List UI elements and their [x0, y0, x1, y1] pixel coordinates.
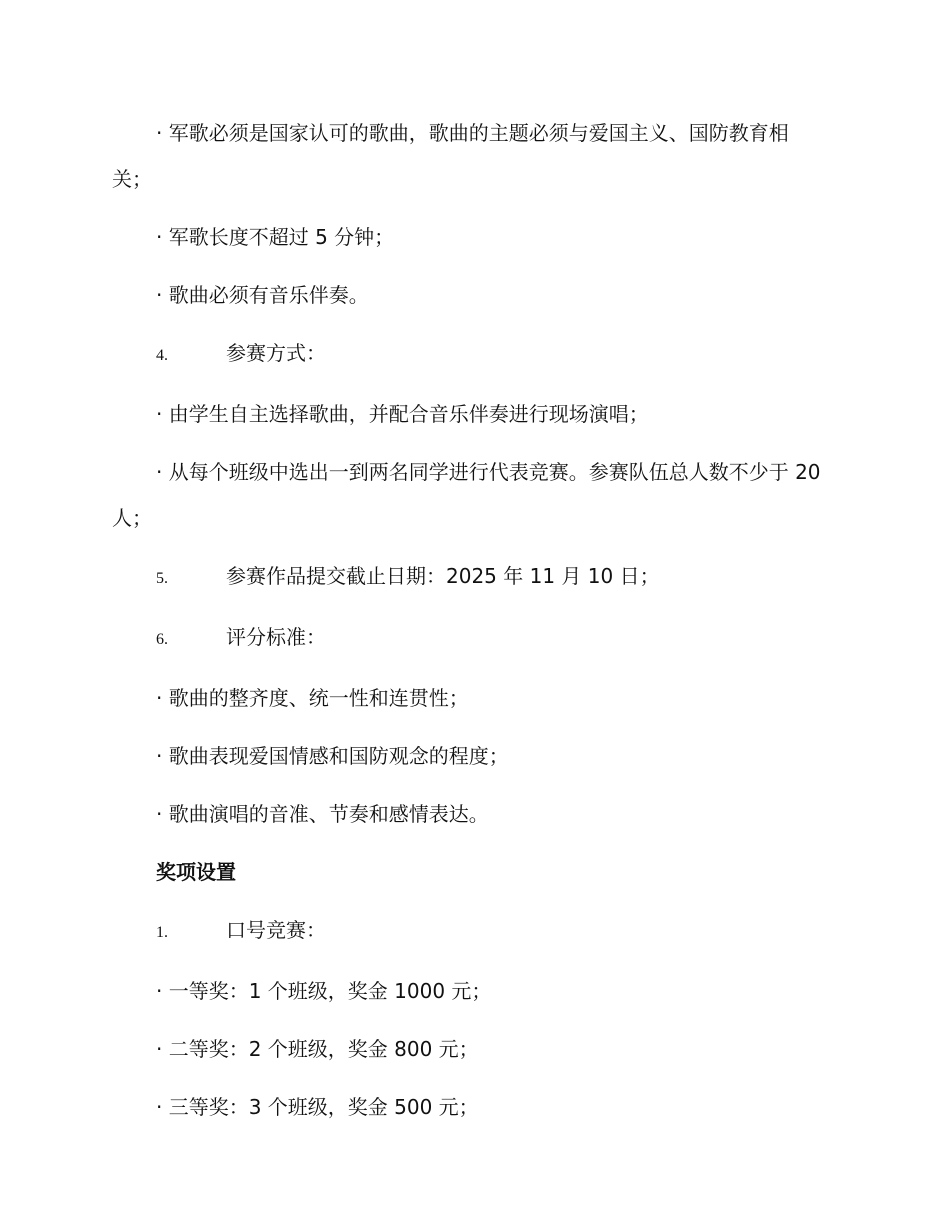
bullet-item: · 一等奖：1 个班级，奖金 1000 元； [156, 979, 492, 1003]
bullet-item: · 三等奖：3 个班级，奖金 500 元； [156, 1095, 479, 1119]
item-number: 5. [156, 570, 168, 587]
bullet-item: · 军歌必须是国家认可的歌曲，歌曲的主题必须与爱国主义、国防教育相关； [112, 121, 789, 191]
numbered-item [112, 330, 824, 379]
bullet-item: · 歌曲表现爱国情感和国防观念的程度； [156, 744, 509, 768]
bullet-item: · 歌曲的整齐度、统一性和连贯性； [156, 686, 469, 710]
bullet-item: · 从每个班级中选出一到两名同学进行代表竞赛。参赛队伍总人数不少于 20 人； [112, 460, 821, 530]
bullet-item: · 由学生自主选择歌曲，并配合音乐伴奏进行现场演唱； [156, 402, 649, 426]
bullet-item: · 歌曲演唱的音准、节奏和感情表达。 [156, 802, 489, 826]
item-text: 参赛作品提交截止日期：2025 年 11 月 10 日； [226, 564, 660, 588]
bullet-item: · 军歌长度不超过 5 分钟； [156, 225, 395, 249]
item-number: 1. [156, 924, 168, 941]
item-text: 参赛方式： [226, 341, 326, 365]
bullet-item: · 二等奖：2 个班级，奖金 800 元； [156, 1037, 479, 1061]
item-text: 评分标准： [226, 625, 326, 649]
bullet-item: · 歌曲必须有音乐伴奏。 [156, 283, 369, 307]
section-heading: 奖项设置 [156, 860, 236, 884]
item-text: 口号竞赛： [226, 918, 326, 942]
numbered-item [112, 907, 824, 956]
item-number: 4. [156, 347, 168, 364]
numbered-item [112, 553, 824, 602]
numbered-item [112, 614, 824, 663]
item-number: 6. [156, 631, 168, 648]
document-body [112, 110, 824, 1142]
